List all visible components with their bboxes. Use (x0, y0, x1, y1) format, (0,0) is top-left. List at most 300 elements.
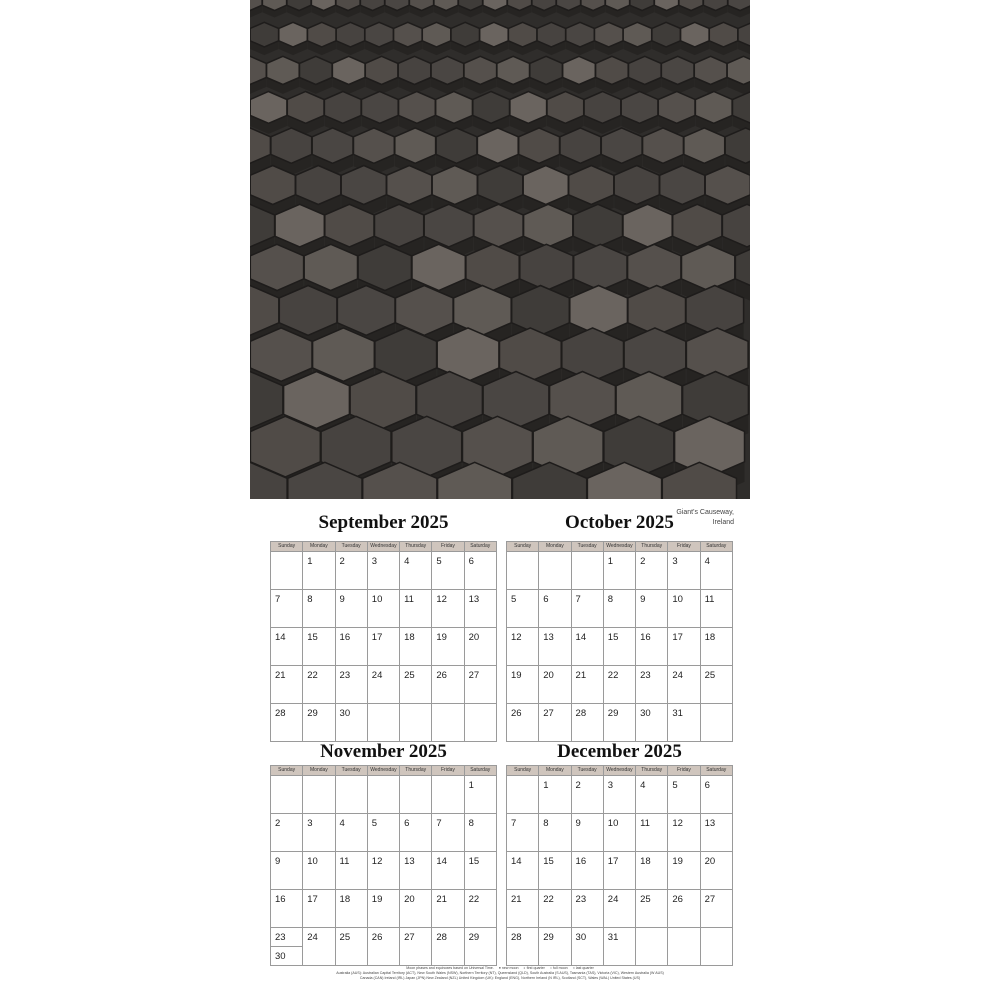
day-cell (400, 628, 432, 666)
day-cell (636, 628, 668, 666)
week-row (507, 928, 733, 966)
caption-line-2: Ireland (712, 519, 734, 526)
day-number: 10 (371, 594, 383, 605)
day-cell (368, 852, 400, 890)
day-cell (303, 890, 335, 928)
weekday-label: Monday (303, 766, 335, 776)
day-cell (572, 704, 604, 742)
day-cell (400, 890, 432, 928)
day-cell (604, 552, 636, 590)
day-number: 25 (404, 670, 415, 681)
day-cell (668, 628, 700, 666)
day-number: 30 (575, 932, 587, 943)
day-cell (271, 776, 303, 814)
basalt-column-top (681, 22, 710, 47)
day-cell (636, 704, 668, 742)
day-number: 27 (704, 894, 716, 905)
weekday-label: Monday (539, 542, 571, 552)
day-number: 7 (575, 594, 581, 605)
day-cell (701, 890, 733, 928)
day-number: 16 (339, 632, 351, 643)
weekday-header-row (271, 766, 497, 776)
day-number: 14 (511, 856, 522, 867)
day-cell (271, 628, 303, 666)
weekday-label: Saturday (465, 766, 497, 776)
day-cell (668, 704, 700, 742)
caption-line-1: Giant's Causeway, (676, 509, 734, 516)
day-number: 18 (704, 632, 716, 643)
day-cell (465, 814, 497, 852)
day-number: 7 (436, 818, 442, 829)
footer-notes (300, 966, 700, 981)
day-cell (668, 590, 700, 628)
day-cell (336, 628, 368, 666)
day-cell (604, 666, 636, 704)
day-cell (432, 814, 464, 852)
day-number: 6 (704, 780, 710, 791)
day-number: 11 (339, 856, 350, 867)
day-number: 2 (640, 556, 646, 567)
day-cell (465, 552, 497, 590)
weekday-header-row (271, 542, 497, 552)
day-cell (636, 666, 668, 704)
weekday-header-row (507, 542, 733, 552)
day-cell (400, 590, 432, 628)
day-cell (572, 552, 604, 590)
day-cell (336, 776, 368, 814)
day-number: 6 (468, 556, 474, 567)
month-title: October 2025 (565, 512, 674, 533)
day-number: 12 (511, 632, 522, 643)
day-cell (668, 928, 700, 966)
day-number: 2 (275, 818, 281, 829)
day-cell (465, 590, 497, 628)
day-number: 27 (404, 932, 415, 943)
basalt-column-top (464, 56, 497, 84)
day-number: 26 (672, 894, 683, 905)
day-cell (303, 552, 335, 590)
day-cell (701, 628, 733, 666)
basalt-column-top (563, 56, 596, 84)
day-number: 23 (275, 932, 286, 943)
week-row (271, 704, 497, 742)
day-cell (465, 666, 497, 704)
day-cell (303, 590, 335, 628)
week-row (507, 552, 733, 590)
basalt-column-top (267, 56, 300, 84)
day-cell (701, 928, 733, 966)
weekday-label: Wednesday (604, 766, 636, 776)
day-cell (539, 552, 571, 590)
day-number: 13 (704, 818, 716, 829)
day-number: 8 (543, 818, 549, 829)
day-number: 2 (575, 780, 581, 791)
day-cell (668, 814, 700, 852)
day-number: 15 (607, 632, 619, 643)
day-cell (604, 776, 636, 814)
day-cell (539, 776, 571, 814)
day-cell (507, 852, 539, 890)
day-number: 27 (543, 708, 554, 719)
day-number: 17 (672, 632, 683, 643)
day-number: 14 (275, 632, 286, 643)
day-number: 4 (404, 556, 410, 567)
day-number: 16 (640, 632, 651, 643)
day-number: 1 (543, 780, 549, 791)
day-cell (507, 814, 539, 852)
weekday-label: Wednesday (368, 766, 400, 776)
day-cell (303, 704, 335, 742)
day-number: 12 (672, 818, 683, 829)
day-cell (303, 628, 335, 666)
legend-full-moon: full moon (553, 966, 568, 970)
day-number: 30 (339, 708, 351, 719)
day-number: 3 (672, 556, 678, 567)
weekday-label: Sunday (507, 766, 539, 776)
week-row (271, 590, 497, 628)
weekday-label: Thursday (400, 766, 432, 776)
basalt-column-top (661, 56, 694, 84)
day-cell (604, 814, 636, 852)
day-cell (368, 890, 400, 928)
basalt-column-top (508, 22, 537, 47)
day-number: 22 (543, 894, 554, 905)
day-number: 12 (436, 594, 447, 605)
day-cell (636, 928, 668, 966)
day-cell (400, 552, 432, 590)
basalt-column-top (596, 56, 629, 84)
day-number: 31 (672, 708, 683, 719)
day-number: 1 (607, 556, 614, 567)
day-number: 20 (704, 856, 716, 867)
weekday-label: Saturday (701, 766, 733, 776)
day-number: 9 (640, 594, 646, 605)
day-number: 16 (275, 894, 286, 905)
basalt-column-top (694, 56, 727, 84)
basalt-column-top (250, 22, 279, 47)
day-number: 9 (275, 856, 281, 867)
weekday-label: Tuesday (336, 766, 368, 776)
day-number: 17 (307, 894, 318, 905)
day-number: 8 (468, 818, 474, 829)
day-cell (668, 776, 700, 814)
weekday-label: Thursday (636, 542, 668, 552)
day-number: 28 (511, 932, 522, 943)
day-cell (368, 814, 400, 852)
basalt-column-top (431, 56, 464, 84)
day-cell (507, 776, 539, 814)
weekday-label: Tuesday (572, 766, 604, 776)
weekday-label: Monday (539, 766, 571, 776)
day-number: 4 (339, 818, 345, 829)
day-cell (701, 666, 733, 704)
day-number: 28 (575, 708, 587, 719)
new-moon-icon: ● (498, 966, 501, 970)
day-number: 24 (307, 932, 318, 943)
basalt-column-top (422, 22, 451, 47)
weekday-label: Sunday (271, 766, 303, 776)
legend-first-quarter: first quarter (526, 966, 545, 970)
day-number: 22 (607, 670, 619, 681)
weekday-label: Tuesday (336, 542, 368, 552)
day-cell (368, 552, 400, 590)
day-cell (572, 628, 604, 666)
day-cell (636, 814, 668, 852)
day-cell (604, 928, 636, 966)
day-number: 21 (275, 670, 286, 681)
day-number: 7 (511, 818, 517, 829)
day-number: 3 (307, 818, 313, 829)
day-number: 10 (607, 818, 619, 829)
day-number: 6 (404, 818, 410, 829)
day-cell (539, 628, 571, 666)
day-number: 8 (607, 594, 614, 605)
day-number: 20 (468, 632, 480, 643)
day-cell (271, 928, 303, 966)
day-cell (336, 890, 368, 928)
day-number: 26 (371, 932, 383, 943)
day-cell (336, 928, 368, 966)
legend-new-moon: new moon (501, 966, 519, 970)
week-row (271, 552, 497, 590)
day-number: 30 (275, 951, 286, 962)
basalt-column-top (332, 56, 365, 84)
day-number: 23 (640, 670, 651, 681)
weekday-label: Saturday (465, 542, 497, 552)
week-row (507, 852, 733, 890)
day-number: 12 (371, 856, 383, 867)
day-number: 21 (575, 670, 587, 681)
weekday-label: Thursday (636, 766, 668, 776)
day-cell (303, 776, 335, 814)
day-number: 11 (640, 818, 650, 829)
day-number: 26 (511, 708, 522, 719)
day-cell (432, 666, 464, 704)
month-title: November 2025 (320, 741, 447, 762)
day-number: 8 (307, 594, 313, 605)
day-number: 5 (371, 818, 378, 829)
day-cell (336, 666, 368, 704)
day-number: 15 (468, 856, 480, 867)
week-row (507, 628, 733, 666)
basalt-column-top (365, 22, 394, 47)
day-number: 3 (607, 780, 614, 791)
day-cell (668, 552, 700, 590)
basalt-column-top (365, 56, 398, 84)
day-cell (432, 628, 464, 666)
day-cell (539, 890, 571, 928)
day-cell (400, 666, 432, 704)
basalt-column-top (530, 56, 563, 84)
day-cell (432, 852, 464, 890)
day-number: 17 (371, 632, 383, 643)
weekday-header-row (507, 766, 733, 776)
day-cell (701, 552, 733, 590)
day-cell (636, 776, 668, 814)
day-number: 13 (404, 856, 415, 867)
day-cell (539, 666, 571, 704)
footer-line-2: Australia (AUS): Australian Capital Territory (ACT), New South Wales (NSW), Northern Territory (NT), Queensland (QLD), South Australia (S AUS), Tasmania (TAS), Victoria (VIC), Western Australia (W AUS) (336, 971, 664, 975)
day-cell (507, 928, 539, 966)
day-cell (400, 852, 432, 890)
week-row (271, 666, 497, 704)
day-cell (636, 890, 668, 928)
day-number: 17 (607, 856, 619, 867)
day-cell (271, 814, 303, 852)
week-row (507, 666, 733, 704)
day-number: 19 (371, 894, 383, 905)
day-cell (336, 590, 368, 628)
day-cell (507, 704, 539, 742)
day-cell (465, 852, 497, 890)
day-cell (604, 704, 636, 742)
day-cell (572, 666, 604, 704)
day-number: 25 (640, 894, 651, 905)
day-number: 23 (575, 894, 587, 905)
day-cell (572, 814, 604, 852)
day-number: 29 (607, 708, 619, 719)
day-cell (701, 776, 733, 814)
day-number: 5 (672, 780, 678, 791)
month-title: September 2025 (318, 512, 449, 533)
day-cell (636, 552, 668, 590)
day-cell (336, 704, 368, 742)
day-cell (507, 890, 539, 928)
day-cell (572, 590, 604, 628)
week-row (271, 928, 497, 966)
basalt-column-top (566, 22, 595, 47)
calendar-grid (506, 541, 733, 742)
day-number: 19 (511, 670, 522, 681)
day-cell (539, 704, 571, 742)
day-cell (368, 628, 400, 666)
day-number: 28 (275, 708, 286, 719)
day-number: 18 (404, 632, 415, 643)
last-quarter-icon: ◑ (572, 966, 575, 970)
day-number: 25 (704, 670, 716, 681)
day-cell (507, 590, 539, 628)
day-number: 24 (672, 670, 683, 681)
hero-photo (250, 0, 750, 499)
calendar-grid (270, 765, 497, 966)
basalt-column-top (394, 22, 423, 47)
day-cell (336, 814, 368, 852)
day-number: 1 (468, 780, 474, 791)
day-cell (303, 852, 335, 890)
first-quarter-icon: ◐ (523, 966, 526, 970)
day-cell (572, 776, 604, 814)
day-number: 26 (436, 670, 447, 681)
day-number: 21 (511, 894, 522, 905)
week-row (271, 776, 497, 814)
day-number: 29 (468, 932, 480, 943)
day-cell (400, 814, 432, 852)
weekday-label: Sunday (507, 542, 539, 552)
legend-last-quarter: last quarter (575, 966, 594, 970)
day-cell (539, 852, 571, 890)
day-number: 3 (371, 556, 378, 567)
month-title: December 2025 (557, 741, 682, 762)
day-number: 21 (436, 894, 447, 905)
day-cell (572, 852, 604, 890)
day-number: 10 (307, 856, 318, 867)
day-cell (303, 666, 335, 704)
basalt-column-top (336, 22, 365, 47)
day-number: 20 (543, 670, 554, 681)
day-cell (271, 666, 303, 704)
day-cell (271, 852, 303, 890)
day-number: 29 (543, 932, 554, 943)
day-number: 14 (575, 632, 587, 643)
day-cell (701, 814, 733, 852)
day-number: 2 (339, 556, 345, 567)
day-cell (604, 590, 636, 628)
basalt-column-top (480, 22, 509, 47)
week-row (271, 890, 497, 928)
day-cell (668, 852, 700, 890)
day-cell (604, 890, 636, 928)
day-number: 10 (672, 594, 683, 605)
basalt-column-top (629, 56, 662, 84)
day-number: 6 (543, 594, 549, 605)
day-number: 28 (436, 932, 447, 943)
day-cell (539, 590, 571, 628)
day-cell (432, 928, 464, 966)
day-cell (432, 590, 464, 628)
day-cell (432, 890, 464, 928)
day-number: 1 (307, 556, 313, 567)
day-cell (368, 704, 400, 742)
day-number: 16 (575, 856, 587, 867)
week-row (507, 776, 733, 814)
day-cell (636, 590, 668, 628)
day-cell (271, 590, 303, 628)
day-number: 29 (307, 708, 318, 719)
weekday-label: Saturday (701, 542, 733, 552)
day-cell (400, 776, 432, 814)
day-cell (668, 890, 700, 928)
basalt-column-top (451, 22, 480, 47)
day-cell (368, 590, 400, 628)
weekday-label: Friday (668, 766, 700, 776)
day-number: 31 (607, 932, 619, 943)
day-cell (465, 928, 497, 966)
week-row (271, 852, 497, 890)
day-number: 18 (339, 894, 351, 905)
basalt-column-top (537, 22, 566, 47)
day-number: 9 (575, 818, 581, 829)
basalt-column-top (652, 22, 681, 47)
day-number: 4 (704, 556, 710, 567)
basalt-columns-photo (250, 0, 750, 499)
basalt-column-top (497, 56, 530, 84)
day-cell (507, 666, 539, 704)
footer-line-1: Moon phases and equinoxes based on Universal Time. (406, 966, 494, 970)
day-cell (336, 852, 368, 890)
weekday-label: Wednesday (368, 542, 400, 552)
day-cell (368, 928, 400, 966)
day-cell (432, 552, 464, 590)
day-cell (465, 890, 497, 928)
weekday-label: Sunday (271, 542, 303, 552)
day-number: 5 (511, 594, 517, 605)
day-number: 30 (640, 708, 651, 719)
full-moon-icon: ○ (549, 966, 553, 970)
day-cell (400, 704, 432, 742)
basalt-column-top (279, 22, 308, 47)
day-cell (465, 776, 497, 814)
basalt-column-top (709, 22, 738, 47)
